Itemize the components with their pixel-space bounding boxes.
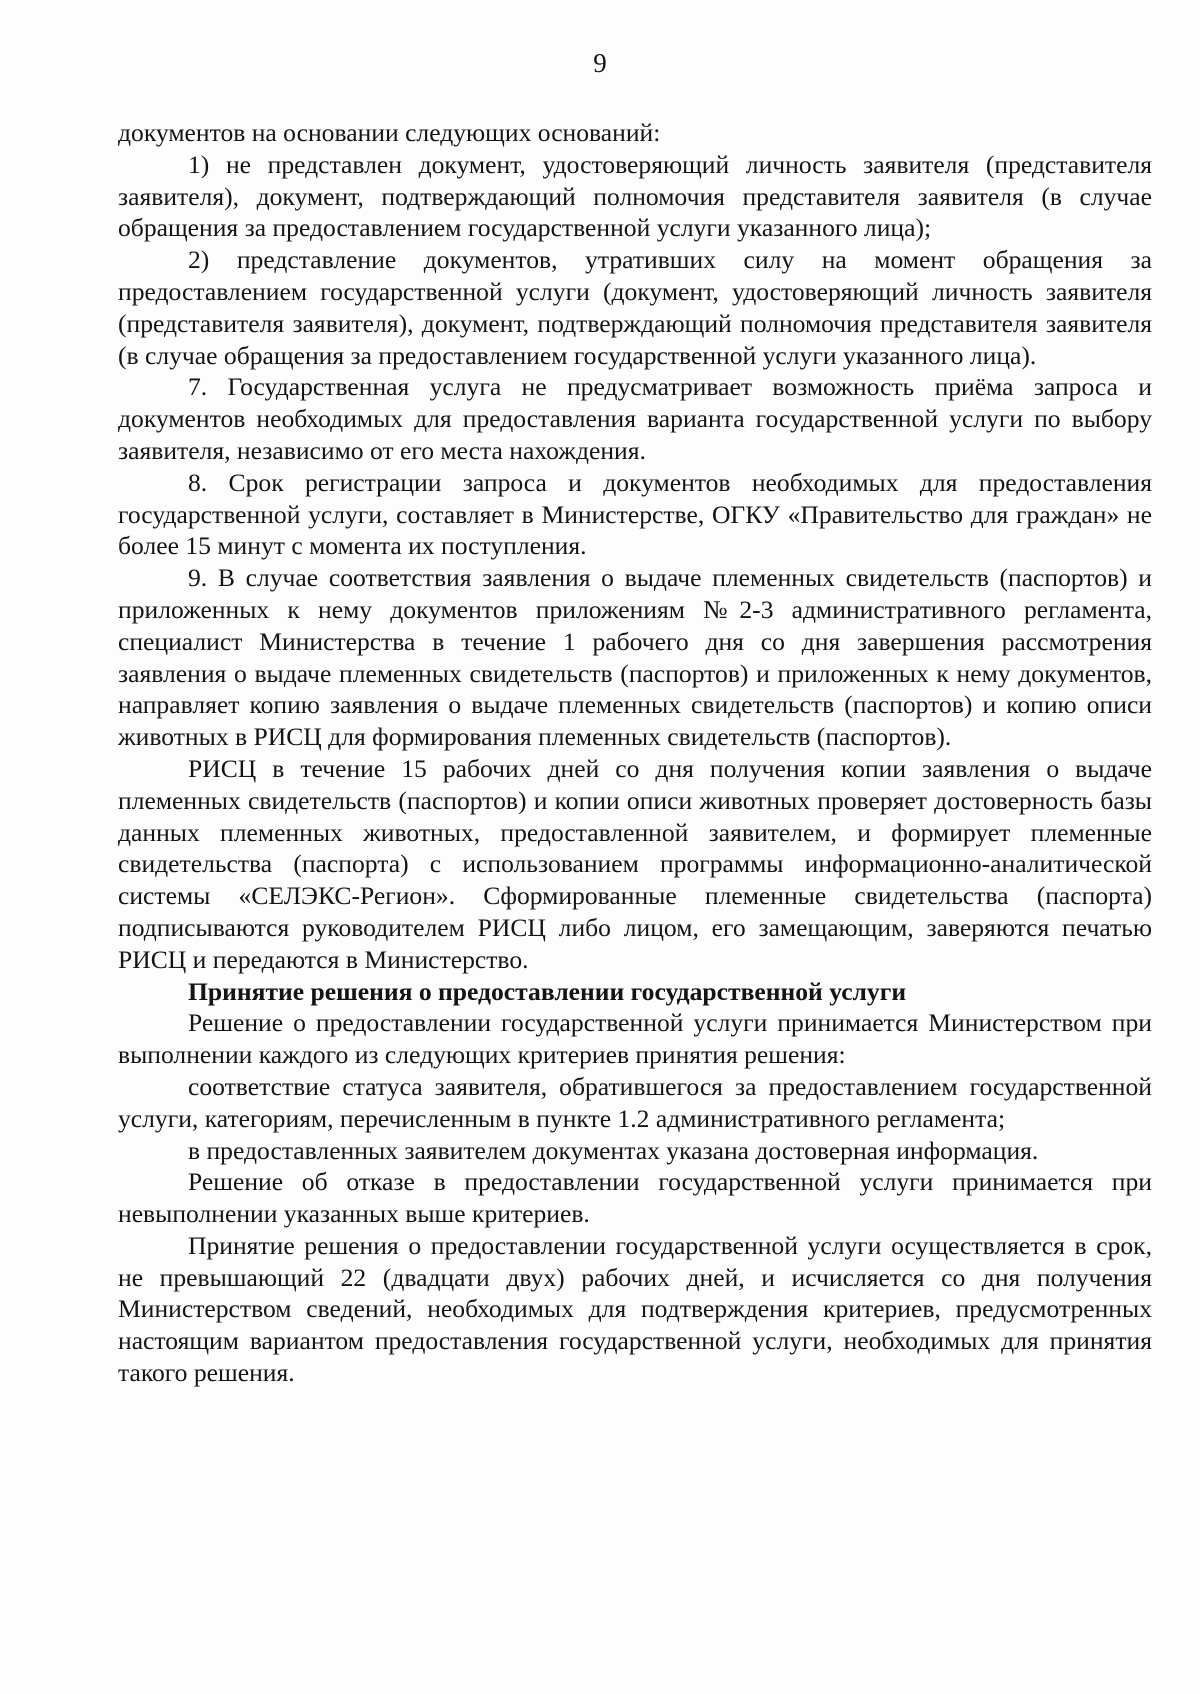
paragraph: Принятие решения о предоставлении государственной услуги осуществляется в срок, не превышающий 22 (двадцати двух) рабочих дней, и исчисляется со дня получения Министерством сведений, необходимых для подтверждения критериев, предусмотренных настоящим вариантом предоставления государственной услуги, необходимых для принятия такого решения. [118,1230,1152,1388]
section-heading: Принятие решения о предоставлении государственной услуги [188,976,907,1006]
paragraph: 1) не представлен документ, удостоверяющий личность заявителя (представителя заявителя), документ, подтверждающий полномочия представителя заявителя (в случае обращения за предоставлением государственной услуги указанного лица); [118,149,1152,243]
paragraph: в предоставленных заявителем документах указана достоверная информация. [188,1135,1039,1165]
paragraph: 7. Государственная услуга не предусматривает возможность приёма запроса и документов необходимых для предоставления варианта государственной услуги по выбору заявителя, независимо от его места нахождения. [118,372,1152,465]
paragraph: соответствие статуса заявителя, обратившегося за предоставлением государственной услуги, категориям, перечисленным в пункте 1.2 административного регламента; [118,1071,1152,1133]
paragraph: 8. Срок регистрации запроса и документов необходимых для предоставления государственной услуги, составляет в Министерстве, ОГКУ «Правительство для граждан» не более 15 минут с момента их поступления. [118,467,1152,561]
document-body [118,117,1152,1389]
paragraph: Решение об отказе в предоставлении государственной услуги принимается при невыполнении указанных выше критериев. [118,1167,1152,1229]
paragraph: 9. В случае соответствия заявления о выдаче племенных свидетельств (паспортов) и приложенных к нему документов приложениям №2-3 административного регламента, специалист Министерства в течение 1 рабочего дня со дня завершения рассмотрения заявления о выдаче племенных свидетельств (паспортов) и приложенных к нему документов, направляет копию заявления о выдаче племенных свидетельств (паспортов) и копию описи животных в РИСЦ для формирования племенных свидетельств (паспортов). [118,563,1152,752]
paragraph: документов на основании следующих оснований: [118,118,661,147]
paragraph: РИСЦ в течение 15 рабочих дней со дня получения копии заявления о выдаче племенных свидетельств (паспортов) и копии описи животных проверяет достоверность базы данных племенных животных, предоставленной заявителем, и формирует племенные свидетельства (паспорта) с использованием программы информационно-аналитической системы «СЕЛЭКС-Регион». Сформированные племенные свидетельства (паспорта) подписываются руководителем РИСЦ либо лицом, его замещающим, заверяются печатью РИСЦ и передаются в Министерство. [118,753,1152,974]
paragraph: Решение о предоставлении государственной услуги принимается Министерством при выполнении каждого из следующих критериев принятия решения: [118,1008,1152,1070]
paragraph: 2) представление документов, утративших силу на момент обращения за предоставлением государственной услуги (документ, удостоверяющий личность заявителя (представителя заявителя), документ, подтверждающий полномочия представителя заявителя (в случае обращения за предоставлением государственной услуги указанного лица). [118,245,1152,370]
page-number: 9 [593,48,607,78]
